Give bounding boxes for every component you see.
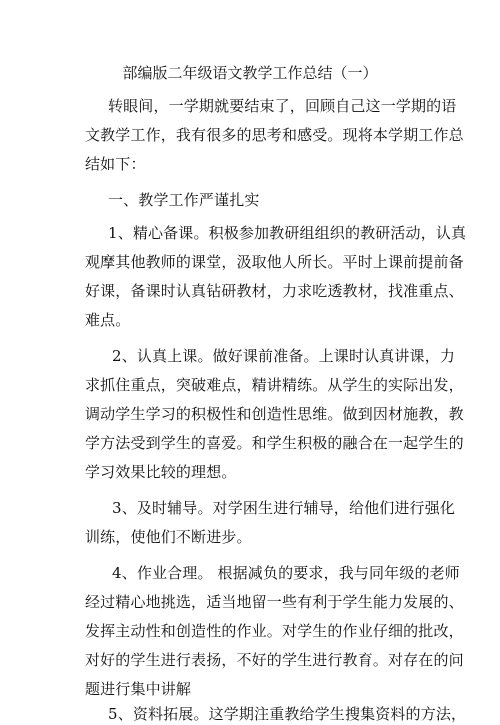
paragraph-line: 5、资料拓展。这学期注重教给学生搜集资料的方法， [108,705,467,723]
paragraph-line: 转眼间，一学期就要结束了，回顾自己这一学期的语 [108,97,457,115]
paragraph-line: 学习效果比较的理想。 [85,463,237,481]
paragraph-line: 结如下： [85,155,146,173]
paragraph-line: 难点。 [85,311,131,329]
paragraph-line: 经过精心地挑选，适当地留一些有利于学生能力发展的、 [85,593,464,611]
paragraph-line: 3、及时辅导。对学困生进行辅导，给他们进行强化 [112,499,455,517]
paragraph-line: 调动学生学习的积极性和创造性思维。做到因材施教，教 [85,405,464,423]
paragraph-line: 发挥主动性和创造性的作业。对学生的作业仔细的批改， [85,622,464,640]
paragraph-line: 4、作业合理。 根据减负的要求，我与同年级的老师 [112,564,460,582]
paragraph-line: 文教学工作，我有很多的思考和感受。现将本学期工作总 [85,126,464,144]
section-heading: 一、教学工作严谨扎实 [108,191,260,209]
paragraph-line: 好课，备课时认真钻研教材，力求吃透教材，找准重点、 [85,282,464,300]
paragraph-line: 题进行集中讲解 [85,680,192,698]
document-title: 部编版二年级语文教学工作总结（一） [122,64,378,82]
paragraph-line: 2、认真上课。做好课前准备。上课时认真讲课，力 [112,347,455,365]
paragraph-line: 学方法受到学生的喜爱。和学生积极的融合在一起学生的 [85,434,464,452]
paragraph-line: 1、精心备课。积极参加教研组组织的教研活动，认真 [108,224,467,242]
paragraph-line: 对好的学生进行表扬，不好的学生进行教育。对存在的问 [85,651,464,669]
paragraph-line: 训练，使他们不断进步。 [85,528,252,546]
paragraph-line: 求抓住重点，突破难点，精讲精练。从学生的实际出发， [85,376,464,394]
paragraph-line: 观摩其他教师的课堂，汲取他人所长。平时上课前提前备 [85,253,464,271]
